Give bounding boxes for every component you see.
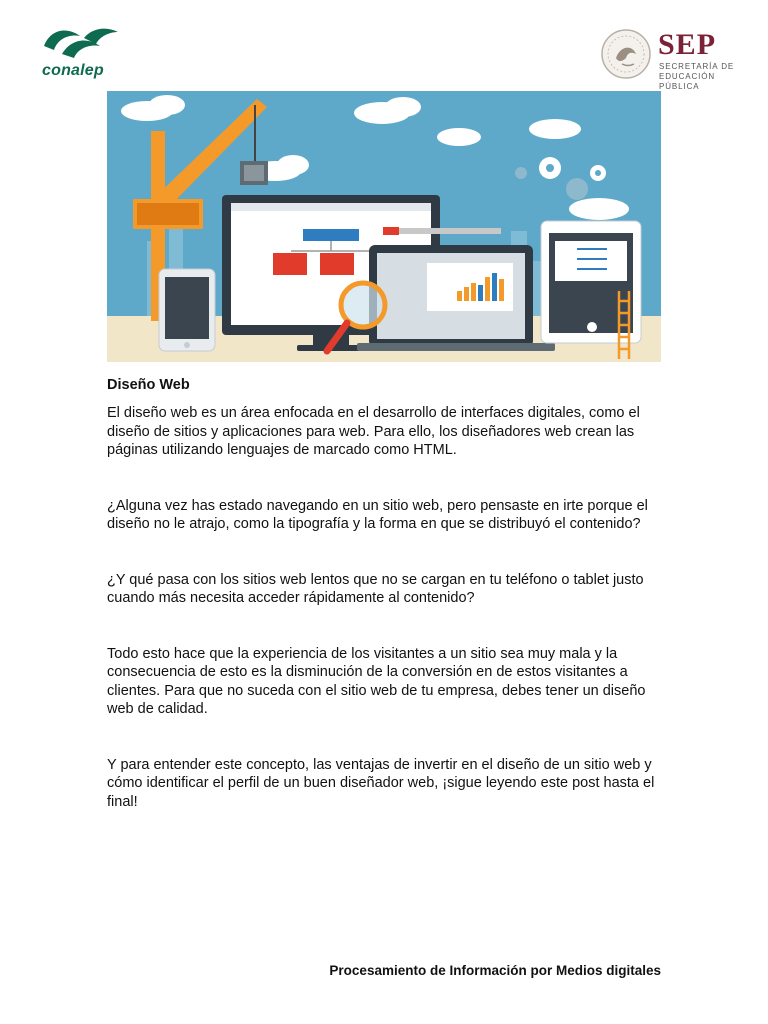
web-design-illustration-icon xyxy=(107,91,661,362)
sep-title: SEP xyxy=(658,28,717,61)
article-paragraph-3: ¿Y qué pasa con los sitios web lentos que no se cargan en tu teléfono o tablet justo cuando más necesita acceder rápidamente al contenido? xyxy=(107,571,644,606)
national-seal-icon xyxy=(600,28,652,80)
conalep-mark-icon xyxy=(40,24,120,62)
conalep-wordmark: conalep xyxy=(42,62,104,79)
article-paragraph-2: ¿Alguna vez has estado navegando en un sitio web, pero pensaste en irte porque el diseño no le atrajo, como la tipografía y la forma en que se distribuyó el contenido? xyxy=(107,497,648,532)
article-paragraph-4: Todo esto hace que la experiencia de los visitantes a un sitio sea muy mala y la consecuencia de esto es la disminución de la conversión en de estos visitantes a clientes. Para que no suceda con el sitio web de tu empresa, debes tener un diseño web de calidad. xyxy=(107,645,646,717)
sep-logo xyxy=(600,28,740,91)
article-paragraph-1: El diseño web es un área enfocada en el desarrollo de interfaces digitales, como el diseño de sitios y aplicaciones para web. Para ello, los diseñadores web crean las páginas utilizando lenguajes de marcado como HTML. xyxy=(107,405,640,458)
page-header xyxy=(0,0,768,90)
conalep-logo xyxy=(40,24,120,84)
page-footer: Procesamiento de Información por Medios digitales xyxy=(329,963,661,978)
sep-subtitle xyxy=(659,62,740,92)
sep-subtitle-line2: EDUCACIÓN PÚBLICA xyxy=(659,72,716,91)
article-paragraph-5: Y para entender este concepto, las ventajas de invertir en el diseño de un sitio web y cómo identificar el perfil de un buen diseñador web, ¡sigue leyendo este post hasta el final! xyxy=(107,756,655,810)
sep-subtitle-line1: SECRETARÍA DE xyxy=(659,62,735,71)
article-content xyxy=(107,376,667,811)
article-title: Diseño Web xyxy=(107,377,190,393)
